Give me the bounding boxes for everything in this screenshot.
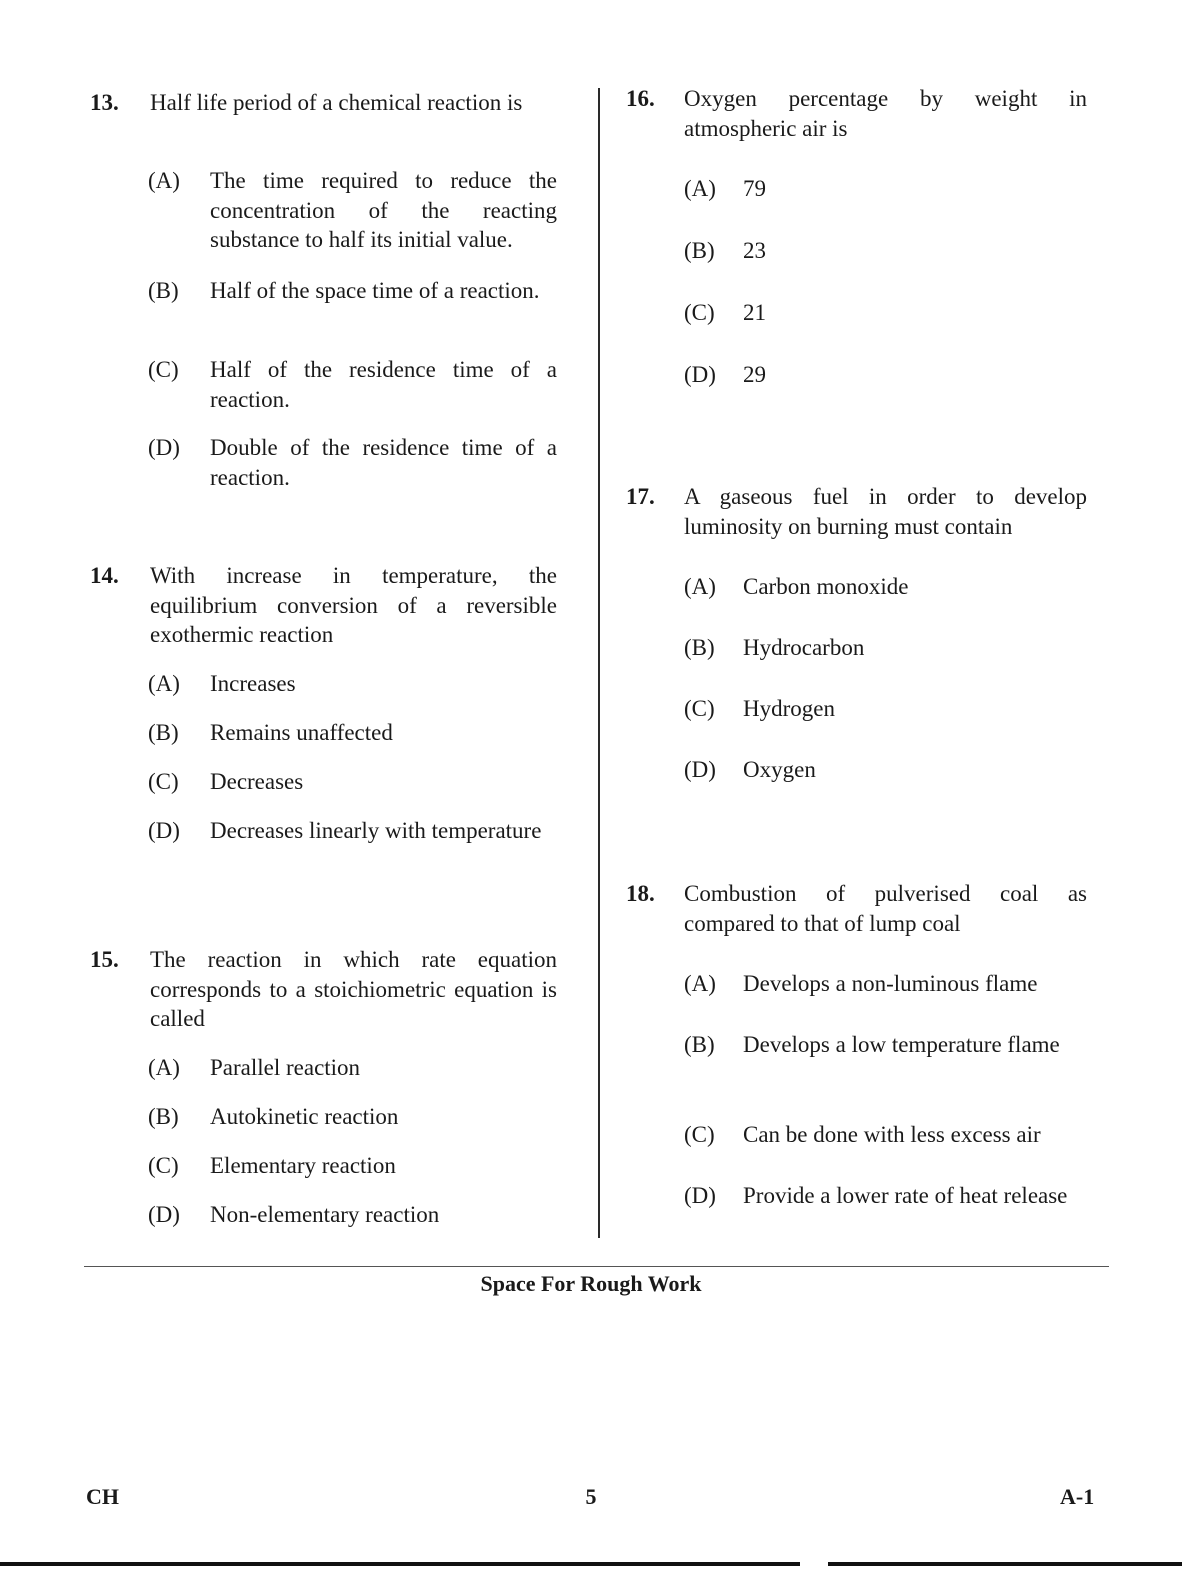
option-text: Develops a non-luminous flame xyxy=(743,971,1038,996)
option-text: Remains unaffected xyxy=(210,720,393,745)
option-text: Non-elementary reaction xyxy=(210,1202,440,1227)
option-text: Half of the residence time of a reaction. xyxy=(210,357,557,412)
option-label: (C) xyxy=(148,357,179,382)
question-18 xyxy=(626,879,1090,1249)
question-text: Half life period of a chemical reaction is xyxy=(150,90,523,115)
option-label: (D) xyxy=(684,362,716,387)
rough-work-title: Space For Rough Work xyxy=(480,1271,702,1296)
question-number: 13. xyxy=(90,90,119,115)
option-label: (B) xyxy=(684,1032,715,1057)
footer-subject-code: CH xyxy=(86,1484,119,1509)
option-label: (A) xyxy=(148,671,180,696)
option-text: Hydrogen xyxy=(743,696,835,721)
question-text: With increase in temperature, the equilibrium conversion of a reversible exothermic reaction xyxy=(150,563,557,647)
question-number: 17. xyxy=(626,484,655,509)
option-text: Autokinetic reaction xyxy=(210,1104,399,1129)
option-text: Can be done with less excess air xyxy=(743,1122,1041,1147)
question-number: 18. xyxy=(626,881,655,906)
option-label: (D) xyxy=(148,435,180,460)
question-number: 14. xyxy=(90,563,119,588)
option-text: Develops a low temperature flame xyxy=(743,1032,1060,1057)
question-text: Combustion of pulverised coal as compared to that of lump coal xyxy=(684,881,1087,936)
rough-work-rule xyxy=(84,1266,1109,1267)
option-label: (A) xyxy=(684,574,716,599)
option-label: (C) xyxy=(684,696,715,721)
column-divider xyxy=(598,88,600,1238)
option-label: (D) xyxy=(148,818,180,843)
option-label: (B) xyxy=(148,720,179,745)
question-number: 15. xyxy=(90,947,119,972)
question-14 xyxy=(90,561,560,881)
option-text: The time required to reduce the concentration of the reacting substance to half its initial value. xyxy=(210,168,557,252)
question-15 xyxy=(90,945,560,1235)
option-label: (A) xyxy=(148,168,180,193)
option-label: (A) xyxy=(684,176,716,201)
option-text: Decreases linearly with temperature xyxy=(210,818,542,843)
option-text: Half of the space time of a reaction. xyxy=(210,278,540,303)
option-text: Oxygen xyxy=(743,757,816,782)
option-text: Increases xyxy=(210,671,296,696)
option-label: (D) xyxy=(684,1183,716,1208)
option-label: (B) xyxy=(148,1104,179,1129)
option-label: (D) xyxy=(148,1202,180,1227)
option-text: Parallel reaction xyxy=(210,1055,361,1080)
option-text: Decreases xyxy=(210,769,304,794)
question-number: 16. xyxy=(626,86,655,111)
option-label: (C) xyxy=(684,1122,715,1147)
option-label: (A) xyxy=(148,1055,180,1080)
option-label: (C) xyxy=(684,300,715,325)
footer-page-number: 5 xyxy=(585,1484,597,1509)
option-label: (A) xyxy=(684,971,716,996)
option-text: 23 xyxy=(743,238,766,263)
question-13 xyxy=(90,88,560,488)
option-text: Elementary reaction xyxy=(210,1153,396,1178)
question-text: Oxygen percentage by weight in atmospheric air is xyxy=(684,86,1087,141)
option-text: 29 xyxy=(743,362,766,387)
option-text: 79 xyxy=(743,176,766,201)
bottom-border xyxy=(828,1562,1182,1566)
option-label: (C) xyxy=(148,769,179,794)
question-text: A gaseous fuel in order to develop luminosity on burning must contain xyxy=(684,484,1087,539)
option-label: (B) xyxy=(148,278,179,303)
question-text: The reaction in which rate equation corresponds to a stoichiometric equation is called xyxy=(150,947,557,1031)
option-text: Double of the residence time of a reaction. xyxy=(210,435,557,490)
question-16 xyxy=(626,84,1090,404)
option-text: Carbon monoxide xyxy=(743,574,909,599)
option-text: Hydrocarbon xyxy=(743,635,865,660)
option-label: (B) xyxy=(684,635,715,660)
bottom-border xyxy=(0,1562,800,1566)
question-17 xyxy=(626,482,1090,802)
option-label: (D) xyxy=(684,757,716,782)
option-label: (C) xyxy=(148,1153,179,1178)
option-text: Provide a lower rate of heat release xyxy=(743,1183,1068,1208)
option-label: (B) xyxy=(684,238,715,263)
footer-booklet-series: A-1 xyxy=(1060,1484,1095,1509)
option-text: 21 xyxy=(743,300,766,325)
